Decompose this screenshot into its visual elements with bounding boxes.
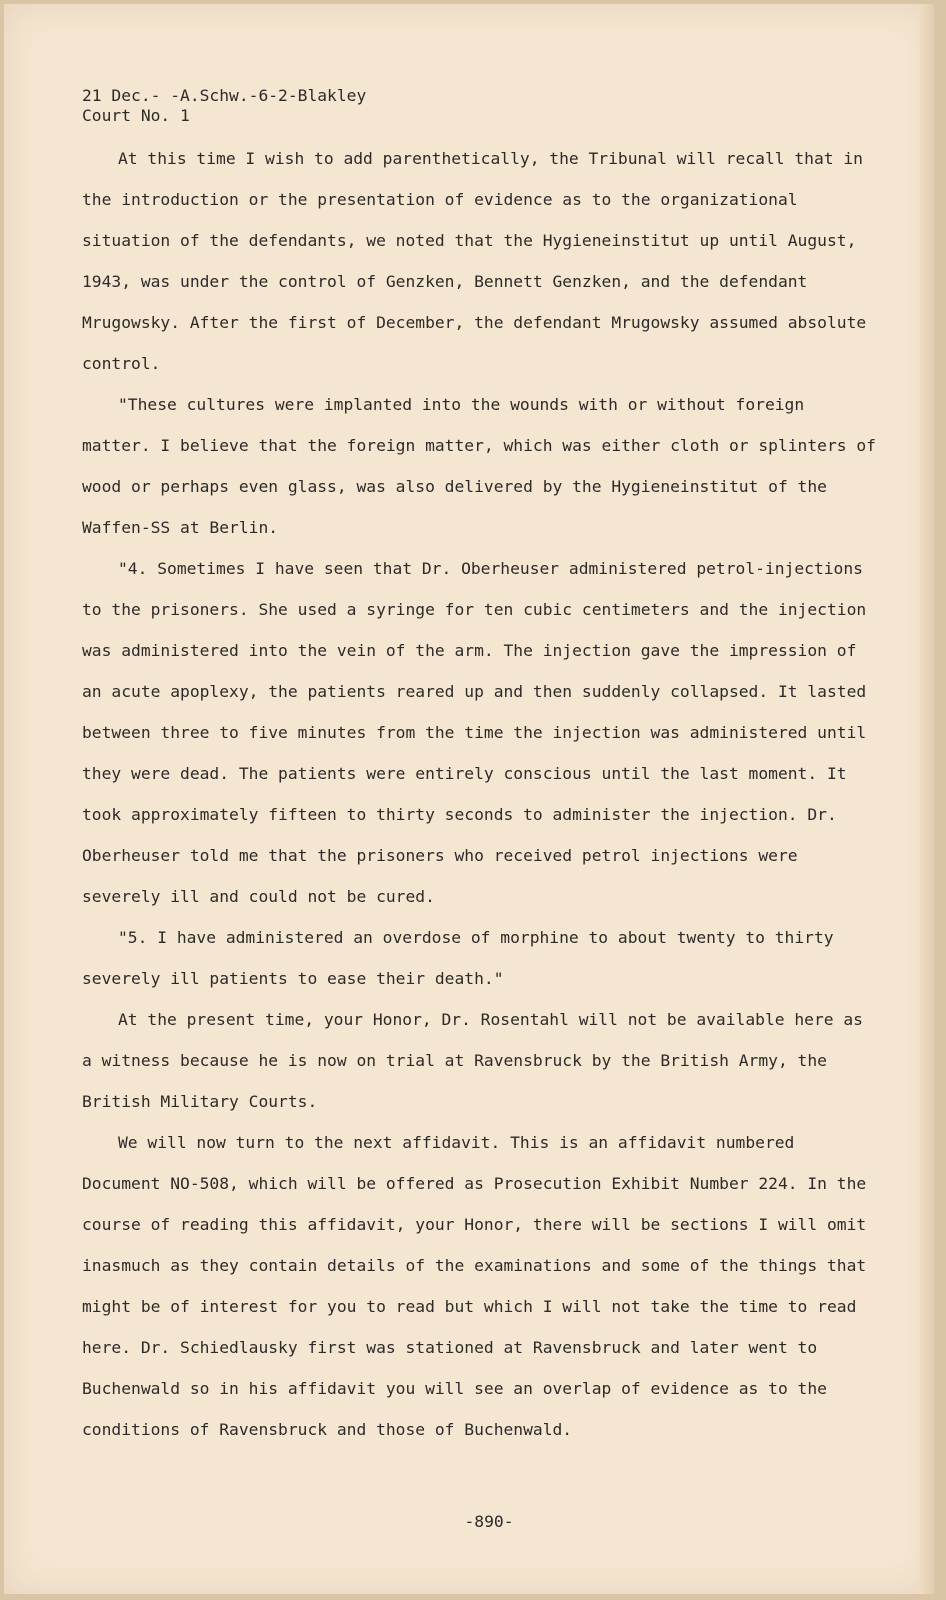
page-edge [920, 4, 934, 1594]
document-body [82, 86, 882, 1450]
paragraph-4: "5. I have administered an overdose of morphine to about twenty to thirty severely ill patients to ease their death." [82, 928, 834, 988]
document-page [4, 4, 934, 1594]
paragraph-6: We will now turn to the next affidavit. This is an affidavit numbered Document NO-508, which will be offered as Prosecution Exhibit Number 224. In the course of reading this affidavit, your Honor, there will be sections I will omit inasmuch as they contain details of the examinations and some of the things that might be of interest for you to read but which I will not take the time to read here. Dr. Schiedlausky first was stationed at Ravensbruck and later went to Buchenwald so in his affidavit you will see an overlap of evidence as to the conditions of Ravensbruck and those of Buchenwald. [82, 1133, 867, 1439]
header-line-1: 21 Dec.- -A.Schw.-6-2-Blakley [82, 86, 367, 105]
paragraph-2: "These cultures were implanted into the wounds with or without foreign matter. I believe that the foreign matter, which was either cloth or splinters of wood or perhaps even glass, was also delivered by the Hygieneinstitut of the Waffen-SS at Berlin. [82, 395, 876, 537]
paragraph-5: At the present time, your Honor, Dr. Rosentahl will not be available here as a witness because he is now on trial at Ravensbruck by the British Army, the British Military Courts. [82, 1010, 863, 1111]
document-header [82, 86, 882, 126]
header-line-2: Court No. 1 [82, 106, 190, 125]
paragraph-3: "4. Sometimes I have seen that Dr. Oberheuser administered petrol-injections to the prisoners. She used a syringe for ten cubic centimeters and the injection was administered into the vein of the arm. The injection gave the impression of an acute apoplexy, the patients reared up and then suddenly collapsed. It lasted between three to five minutes from the time the injection was administered until they were dead. The patients were entirely conscious until the last moment. It took approximately fifteen to thirty seconds to administer the injection. Dr. Oberheuser told me that the prisoners who received petrol injections were severely ill and could not be cured. [82, 559, 867, 906]
page-number: -890- [464, 1512, 514, 1531]
paragraph-1: At this time I wish to add parenthetically, the Tribunal will recall that in the introduction or the presentation of evidence as to the organizational situation of the defendants, we noted that the Hygieneinstitut up until August, 1943, was under the control of Genzken, Bennett Genzken, and the defendant Mrugowsky. After the first of December, the defendant Mrugowsky assumed absolute control. [82, 149, 867, 373]
